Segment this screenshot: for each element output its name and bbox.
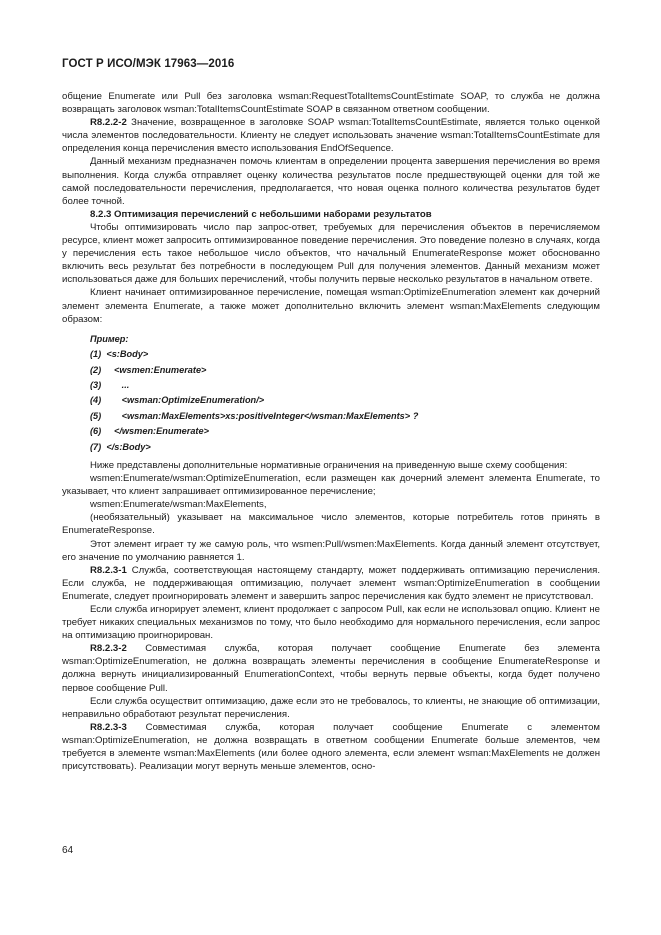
paragraph — [62, 538, 600, 564]
code-line: (1) <s:Body> — [90, 349, 149, 360]
code-line: (2) <wsmen:Enumerate> — [90, 364, 207, 375]
paragraph-text: Ниже представлены дополнительные нормативные ограничения на приведенную выше схему сообщения: — [90, 459, 568, 471]
paragraph — [62, 155, 600, 207]
code-example — [90, 332, 600, 455]
requirement-paragraph — [62, 721, 600, 773]
standard-header: ГОСТ Р ИСО/МЭК 17963—2016 — [62, 58, 235, 70]
document-body — [62, 90, 600, 773]
requirement-paragraph — [62, 642, 600, 694]
paragraph-text: Совместимая служба, которая получает сообщение Enumerate без элемента wsman:OptimizeEnumeration, не должна возвращать элементы перечисления в сообщение EnumerateResponse и должна вернуть инициализированный EnumerationContext, чтобы вернуть первые объекты, когда будет получено первое сообщение Pull. — [62, 643, 600, 694]
paragraph-text: Этот элемент играет ту же самую роль, что wsmen:Pull/wsmen:MaxElements. Когда данный элемент отсутствует, его значение по умолчанию равняется 1. — [62, 538, 600, 563]
paragraph — [62, 472, 600, 498]
paragraph — [62, 498, 600, 511]
paragraph — [62, 459, 600, 472]
requirement-id: R8.2.3-2 — [90, 643, 127, 655]
paragraph — [62, 603, 600, 642]
requirement-id: R8.2.2-2 — [90, 117, 127, 129]
requirement-id: R8.2.3-1 — [90, 564, 127, 576]
code-line: (7) </s:Body> — [90, 441, 151, 452]
paragraph-text: Клиент начинает оптимизированное перечисление, помещая wsman:OptimizeEnumeration элемент как дочерний элемент элемента Enumerate, а также может дополнительно включить элемент wsman:MaxElements следующим образом: — [62, 287, 600, 325]
code-line: (6) </wsmen:Enumerate> — [90, 426, 209, 437]
paragraph — [62, 286, 600, 325]
section-heading: 8.2.3 Оптимизация перечислений с небольшими наборами результатов — [90, 208, 432, 220]
paragraph-text: wsmen:Enumerate/wsman:MaxElements, — [90, 499, 267, 511]
code-line: (4) <wsman:OptimizeEnumeration/> — [90, 395, 265, 406]
paragraph-text: общение Enumerate или Pull без заголовка wsman:RequestTotalItemsCountEstimate SOAP, то служба не должна возвращать заголовок wsman:TotalItemsCountEstimate SOAP в связанном ответном сообщении. — [62, 91, 600, 116]
paragraph — [62, 221, 600, 286]
requirement-id: R8.2.3-3 — [90, 721, 127, 733]
requirement-paragraph — [62, 564, 600, 603]
example-title: Пример: — [90, 333, 129, 344]
paragraph-text: (необязательный) указывает на максимальное число элементов, которые потребитель готов принять в EnumerateResponse. — [62, 512, 600, 537]
paragraph — [62, 90, 600, 116]
paragraph-text: Данный механизм предназначен помочь клиентам в определении процента завершения перечисления во время выполнения. Когда служба отправляет оценку количества результатов после предшествующей оценки для той же самой последовательности перечисления, предполагается, что новая оценка полного количества результатов будет более точной. — [62, 156, 600, 207]
paragraph-text: Если служба игнорирует элемент, клиент продолжает с запросом Pull, как если не использовал опцию. Клиент не требует никаких специальных механизмов по тому, что было необходимо для нормального перечисления, если запрос на оптимизацию проигнорирован. — [62, 603, 600, 642]
paragraph-text: Чтобы оптимизировать число пар запрос-ответ, требуемых для перечисления объектов в перечисляемом ресурсе, клиент может запросить оптимизированное поведение перечисления. Это поведение полезно в случаях, когда у перечисления есть такое небольшое число объектов, что начальный EnumerateResponse может обоснованно включить весь результат без потребности в последующем Pull для получения элементов. Данный механизм может использоваться даже для больших перечислений, чтобы получить первые несколько результатов в начальном ответе. — [62, 221, 600, 286]
requirement-paragraph — [62, 116, 600, 155]
code-line: (3) ... — [90, 379, 130, 390]
paragraph — [62, 695, 600, 721]
paragraph-text: Значение, возвращенное в заголовке SOAP wsman:TotalItemsCountEstimate, является только оценкой числа элементов последовательности. Клиенту не следует использовать значение wsman:TotalItemsCountEstimate для определения конца перечисления вместо использования EndOfSequence. — [62, 117, 600, 155]
paragraph-text: Служба, соответствующая настоящему стандарту, может поддерживать оптимизацию перечисления. Если служба, не поддерживающая оптимизацию, получает элемент wsman:OptimizeEnumeration в сообщении Enumerate, следует проигнорировать элемент и завершить запрос перечисления как будто элемент не присутствовал. — [62, 564, 600, 602]
paragraph-text: Если служба осуществит оптимизацию, даже если это не требовалось, то клиенты, не знающие об оптимизации, неправильно обработают результат перечисления. — [62, 695, 600, 720]
paragraph-text: Совместимая служба, которая получает сообщение Enumerate с элементом wsman:OptimizeEnumeration, не должна возвращать в ответном сообщении Enumerate больше элементов, чем требуется в элементе wsman:MaxElements (или более одного элемента, если элемент wsman:MaxElements не должен присутствовать). Реализации могут вернуть меньше элементов, осно- — [62, 721, 600, 773]
code-line: (5) <wsman:MaxElements>xs:positiveInteger</wsman:MaxElements> ? — [90, 410, 419, 421]
paragraph-text: wsmen:Enumerate/wsman:OptimizeEnumeration, если размещен как дочерний элемент элемента Enumerate, то указывает, что клиент запрашивает оптимизированное перечисление; — [62, 473, 600, 498]
paragraph — [62, 511, 600, 537]
page-number: 64 — [62, 845, 74, 856]
